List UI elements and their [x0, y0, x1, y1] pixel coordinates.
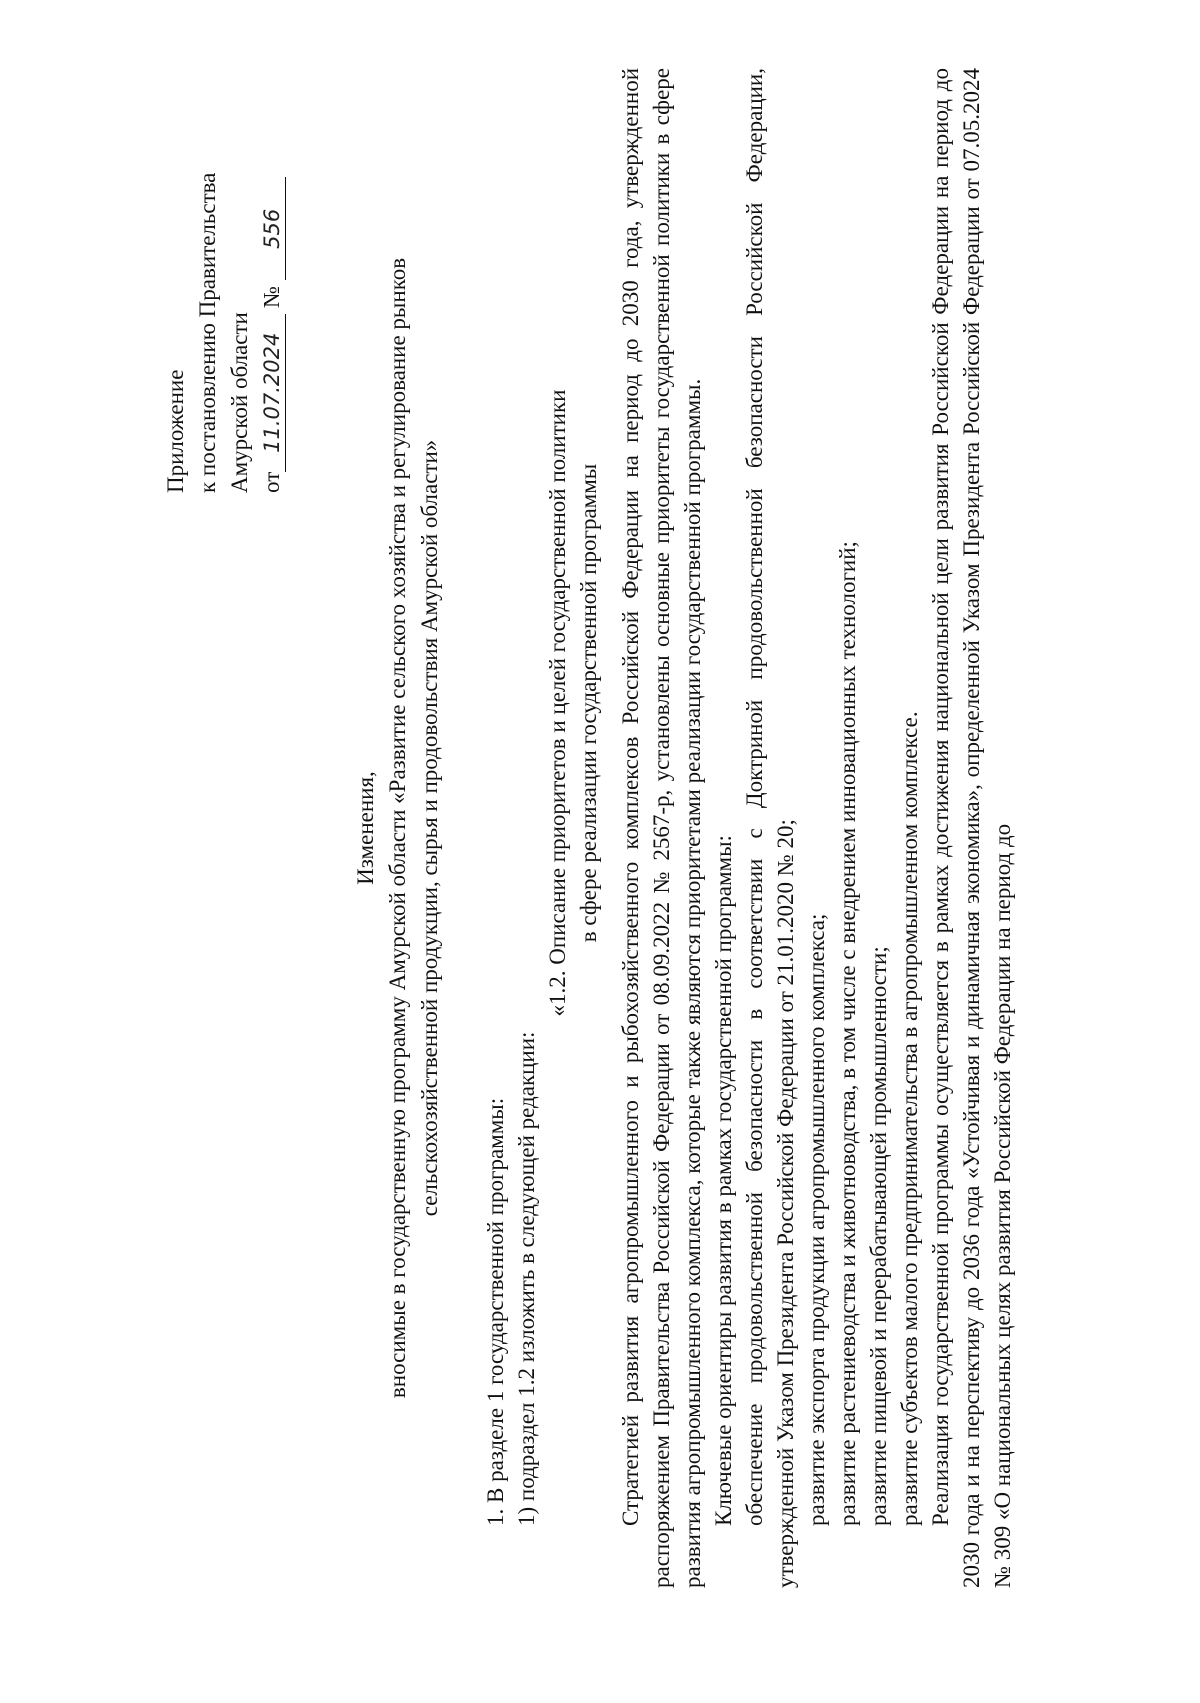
title-heading: Изменения,: [353, 771, 378, 885]
number-label: №: [259, 286, 284, 308]
paragraph-small-business: развитие субъектов малого предпринимательства в агропромышленном комплексе.: [897, 711, 922, 1526]
appendix-label: Приложение: [163, 369, 188, 493]
document-body: [615, 68, 1018, 1588]
appendix-region-line: Амурской области: [227, 312, 252, 493]
appendix-date-number-line: [256, 173, 288, 493]
paragraph-food-security: обеспечение продовольственной безопасности в соответствии с Доктриной продовольственной безопасности Российской Федерации, утвержденной Указом Президента Российской Федерации от 21.01.2020 № 20;: [742, 68, 798, 1588]
appendix-decree-line: к постановлению Правительства: [195, 172, 220, 493]
document-title: [350, 68, 446, 1588]
paragraph-national-goals: Реализация государственной программы осуществляется в рамках достижения национальной цели развития Российской Федерации на период до 2030 года и на перспективу до 2036 года «Устойчивая и динамичная экономика», определенной Указом Президента Российской Федерации от 07.05.2024 № 309 «О национальных целях развития Российской Федерации на период до: [928, 68, 1015, 1588]
paragraph-strategy: Стратегией развития агропромышленного и рыбохозяйственного комплексов Российской Федерации на период до 2030 года, утвержденной распоряжением Правительства Российской Федерации от 08.09.2022 № 2567-р, установлены основные приоритеты государственной политики в сфере развития агропромышленного комплекса, которые также являются приоритетами реализации государственной программы.: [618, 68, 705, 1588]
section-item-1: 1. В разделе 1 государственной программы:: [483, 1097, 508, 1526]
handwritten-number: 556: [259, 177, 286, 280]
handwritten-date: 11.07.2024: [259, 314, 286, 472]
paragraph-export: развитие экспорта продукции агропромышленного комплекса;: [804, 913, 829, 1526]
from-label: от: [259, 471, 284, 493]
paragraph-key-guidelines: Ключевые ориентиры развития в рамках государственной программы:: [711, 835, 736, 1526]
title-line-1: вносимые в государственную программу Амурской области «Развитие сельского хозяйства и регулирование рынков: [385, 257, 410, 1399]
subsection-title-line-1: «1.2. Описание приоритетов и целей государственной политики: [545, 389, 570, 1017]
paragraph-food-industry: развитие пищевой и перерабатывающей промышленности;: [866, 946, 891, 1526]
paragraph-crop-livestock: развитие растениеводства и животноводства, в том числе с внедрением инновационных технологий;: [835, 541, 860, 1526]
section-item-2: 1) подраздел 1.2 изложить в следующей редакции:: [514, 1031, 539, 1526]
appendix-header: [160, 173, 288, 493]
title-line-2: сельскохозяйственной продукции, сырья и продовольствия Амурской области»: [417, 439, 442, 1217]
section-intro: [480, 68, 604, 1588]
subsection-title-line-2: в сфере реализации государственной программы: [576, 463, 601, 943]
